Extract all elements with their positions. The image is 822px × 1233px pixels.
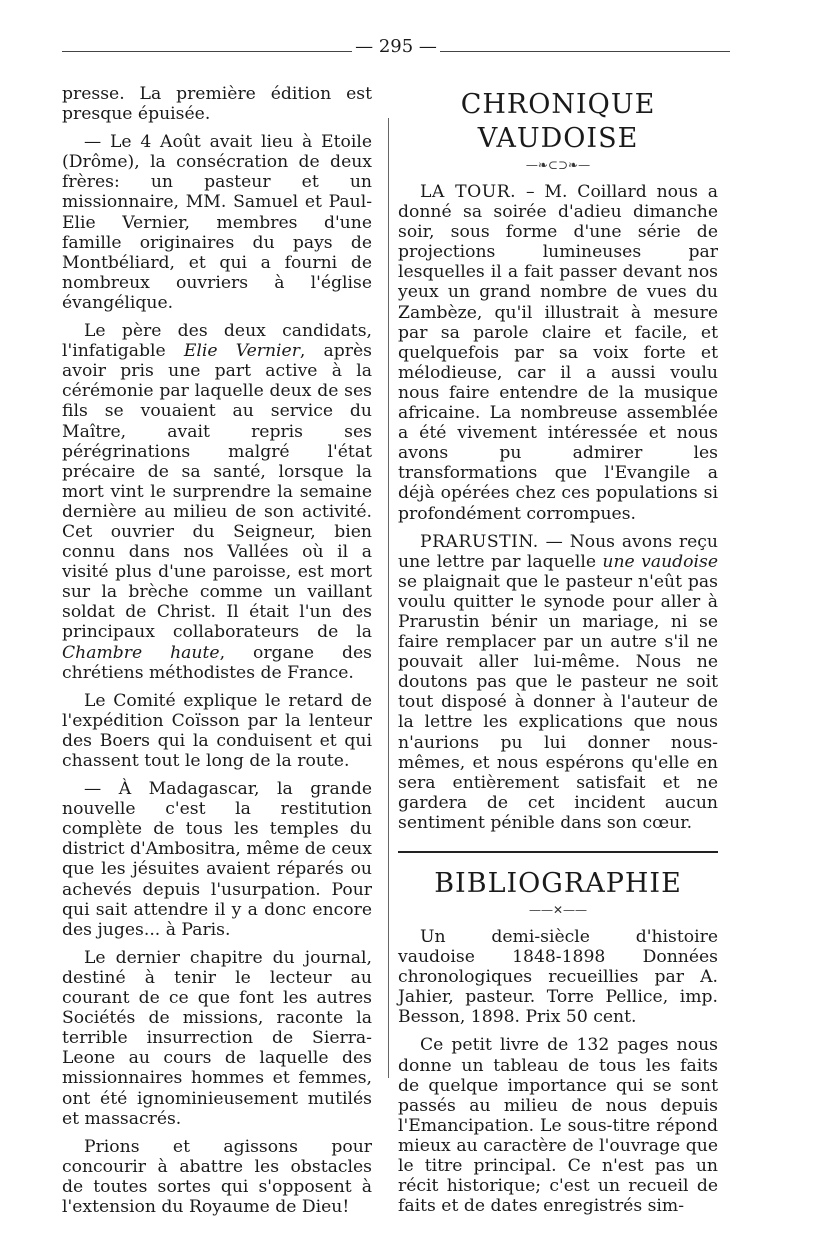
section-rule (398, 851, 718, 853)
paragraph-dernier-chapitre: Le dernier chapitre du journal, destiné à tenir le lecteur au courant de ce que font les autres Sociétés de missions, raconte la terrible insurrection de Sierra-Leone au cours de laquelle des missionnaires hommes et femmes, ont été ignominieusement mutilés et massacrés. (62, 947, 372, 1129)
person-name: Elie Vernier (183, 341, 300, 362)
place-label-la-tour: LA TOUR. (420, 182, 517, 202)
paragraph-elie-vernier (62, 321, 372, 683)
paragraph-book-reference: Un demi-siècle d'histoire vaudoise 1848-1898 Données chronologiques recueillies par A. Jahier, pasteur. Torre Pellice, imp. Besson, 1898. Prix 50 cent. (398, 927, 718, 1028)
paragraph-consecration: — Le 4 Août avait lieu à Etoile (Drôme), la consécration de deux frères: un pasteur et un missionnaire, MM. Samuel et Paul-Elie Vernier, membres d'une famille originaires du pays de Montbéliard, et qui a fourni de nombreux ouvriers à l'église évangélique. (62, 132, 372, 313)
emphasis-vaudoise: une vaudoise (602, 551, 719, 572)
paragraph-comite: Le Comité explique le retard de l'expédition Coïsson par la lenteur des Boers qui la conduisent et qui chassent tout le long de la route. (62, 690, 372, 771)
header-rule-right (440, 51, 730, 52)
page-number: — 295 — (355, 36, 437, 57)
paragraph-book-review: Ce petit livre de 132 pages nous donne un tableau de tous les faits de quelque importance qui se sont passés au milieu de nous depuis l'Emancipation. Le sous-titre répond mieux au caractère de l'ouvrage que le titre principal. Ce n'est pas un récit historique; c'est un recueil de faits et de dates enregistrés sim- (398, 1035, 718, 1217)
section-title-chronique: CHRONIQUE VAUDOISE (460, 89, 656, 154)
journal-name: Chambre haute (62, 642, 220, 663)
text-span: — Nous avons reçu une lettre par laquelle (398, 531, 718, 572)
paragraph-madagascar: — À Madagascar, la grande nouvelle c'est la restitution complète de tous les temples du district d'Ambositra, même de ceux que les jésuites avaient réparés ou achevés depuis l'usurpation. Pour qui sait attendre il y a donc encore des juges... à Paris. (62, 779, 372, 940)
paragraph-edition: presse. La première édition est presque épuisée. (62, 84, 372, 125)
header-rule-left (62, 51, 352, 52)
ornament-chronique: —❧⊂⊃❧— (525, 158, 591, 172)
text-span: , organe des chrétiens méthodistes de France. (62, 642, 372, 683)
paragraph-la-tour (398, 182, 718, 524)
text-span: Le père des deux candidats, l'infatigable (62, 321, 372, 362)
text-span: – M. Coillard nous a donné sa soirée d'adieu dimanche soir, sous forme d'une série de projections lumineuses par lesquelles il a fait passer devant nos yeux un grand nombre de vues du Zambèze, qu'il illustrait à mesure par sa parole claire et facile, et quelquefois par sa voix forte et mélodieuse, car il a aussi voulu nous faire entendre de la musique africaine. La nombreuse assemblée a été vivement intéressée et nous avons pu admirer les transformations que l'Evangile a déjà opérées chez ces populations si profondément corrompues. (398, 182, 719, 524)
right-column (398, 84, 718, 1216)
paragraph-prions: Prions et agissons pour concourir à abattre les obstacles de toutes sortes qui s'opposent à l'extension du Royaume de Dieu! (62, 1136, 372, 1217)
text-span: , après avoir pris une part active à la cérémonie par laquelle deux de ses fils se vouaient au service du Maître, avait repris ses pérégrinations malgré l'état précaire de sa santé, lorsque la mort vint le surprendre la semaine dernière au milieu de son activité. Cet ouvrier du Seigneur, bien connu dans nos Vallées où il a visité plus d'une paroisse, est mort sur la brèche comme un vaillant soldat de Christ. Il était l'un des principaux collaborateurs de la (62, 341, 372, 643)
section-title-bibliographie: BIBLIOGRAPHIE (434, 868, 682, 899)
paragraph-prarustin (398, 532, 718, 833)
place-label-prarustin: PRARUSTIN. (420, 531, 539, 552)
column-divider (388, 118, 389, 1078)
ornament-bibliographie: ——✕—— (528, 903, 588, 917)
left-column (62, 84, 372, 1217)
text-span: se plaignait que le pasteur n'eût pas voulu quitter le synode pour aller à Prarustin bénir un mariage, ni se faire remplacer par un autre s'il ne pouvait aller lui-même. Nous ne doutons pas que le pasteur ne soit tout disposé à donner à l'auteur de la lettre les explications que nous n'aurions pu lui donner nous-mêmes, et nous espérons qu'elle en sera entièrement satisfait et ne gardera de cet incident aucun sentiment pénible dans son cœur. (398, 571, 718, 833)
